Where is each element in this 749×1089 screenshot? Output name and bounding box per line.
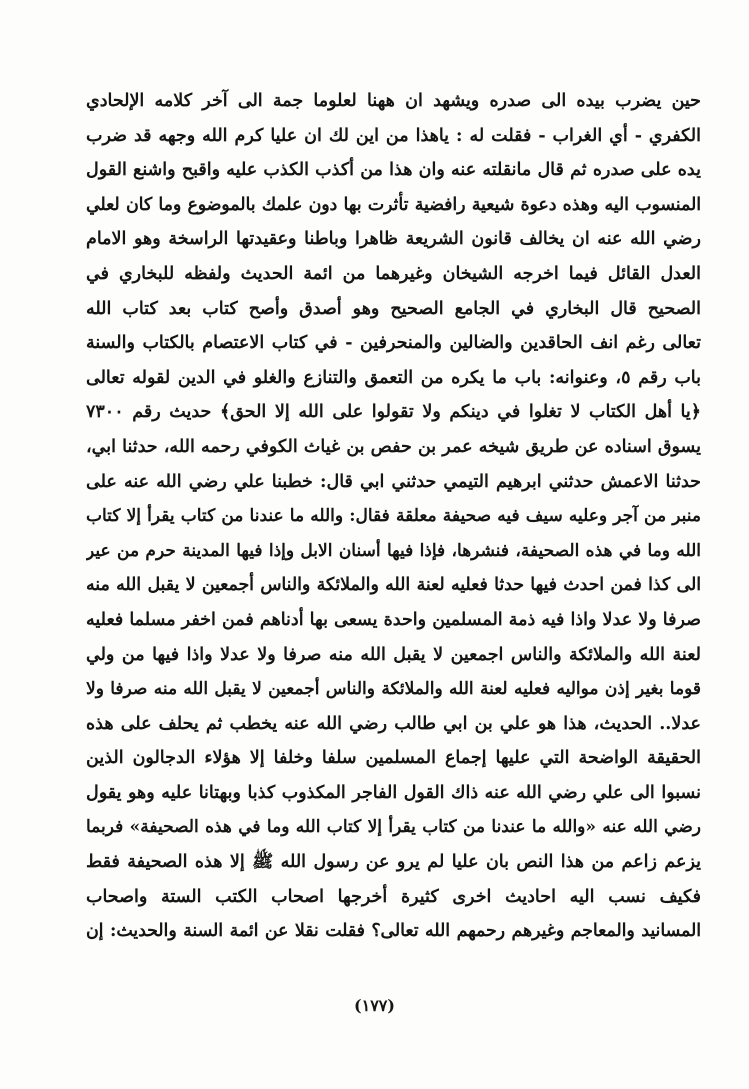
text-line-18: قوما بغير إذن مواليه فعليه لعنة الله والملائكة والناس أجمعين لا يقبل الله منه صرفا ولا xyxy=(86,679,701,700)
text-line-2: الكفري - أي الغراب - فقلت له : ياهذا من اين لك ان عليا كرم الله وجهه قد ضرب xyxy=(86,125,701,146)
text-line-22: رضي الله عنه «والله ما عندنا من كتاب يقرأ إلا كتاب الله وما في هذه الصحيفة» فربما xyxy=(86,817,701,838)
text-line-12: حدثنا الاعمش حدثني ابرهيم التيمي حدثني ابي قال: خطبنا علي رضي الله عنه على xyxy=(86,471,701,492)
text-line-4: المنسوب اليه وهذه دعوة شيعية رافضية تأثرت بها دون علمك بالموضوع وما كان لعلي xyxy=(86,194,701,215)
text-line-16: صرفا ولا عدلا واذا فيه ذمة المسلمين واحدة يسعى بها أدناهم فمن اخفر مسلما فعليه xyxy=(86,609,701,630)
text-line-17: لعنة الله والملائكة والناس اجمعين لا يقبل الله منه صرفا ولا عدلا واذا فيها من ولي xyxy=(86,644,701,665)
text-line-19: عدلا.. الحديث، هذا هو علي بن ابي طالب رضي الله عنه يخطب ثم يحلف على هذه xyxy=(86,713,701,734)
body-text xyxy=(86,84,701,949)
text-line-8: تعالى رغم انف الحاقدين والضالين والمنحرفين - في كتاب الاعتصام بالكتاب والسنة xyxy=(86,333,701,354)
page-number: (١٧٧) xyxy=(354,996,395,1015)
text-line-3: يده على صدره ثم قال مانقلته عنه وان هذا من أكذب الكذب عليه واقبح واشنع القول xyxy=(86,160,701,181)
text-line-15: الى كذا فمن احدث فيها حدثا فعليه لعنة الله والملائكة والناس أجمعين لا يقبل الله منه xyxy=(86,575,701,596)
text-line-14: الله وما في هذه الصحيفة، فنشرها، فإذا فيها أسنان الابل وإذا فيها المدينة حرم من عير xyxy=(86,540,701,561)
text-line-23: يزعم زاعم من هذا النص بان عليا لم يرو عن رسول الله ﷺ إلا هذه الصحيفة فقط xyxy=(86,852,701,873)
text-line-25: المسانيد والمعاجم وغيرهم رحمهم الله تعالى؟ فقلت نقلا عن ائمة السنة والحديث: إن xyxy=(86,921,701,942)
text-line-24: فكيف نسب اليه احاديث اخرى كثيرة أخرجها اصحاب الكتب الستة واصحاب xyxy=(86,886,701,907)
text-line-9: باب رقم ٥، وعنوانه: باب ما يكره من التعمق والتنازع والغلو في الدين لقوله تعالى xyxy=(86,367,701,388)
text-line-13: منبر من آجر وعليه سيف فيه صحيفة معلقة فقال: والله ما عندنا من كتاب يقرأ إلا كتاب xyxy=(86,506,701,527)
text-line-11: يسوق اسناده عن طريق شيخه عمر بن حفص بن غياث الكوفي رحمه الله، حدثنا ابي، xyxy=(86,436,701,457)
text-line-10: ﴿يا أهل الكتاب لا تغلوا في دينكم ولا تقولوا على الله إلا الحق﴾ حديث رقم ٧٣٠٠ xyxy=(86,402,701,423)
text-line-20: الحقيقة الواضحة التي عليها إجماع المسلمين سلفا وخلفا إلا هؤلاء الدجالون الذين xyxy=(86,748,701,769)
text-line-1: حين يضرب بيده الى صدره ويشهد ان ههنا لعلوما جمة الى آخر كلامه الإلحادي xyxy=(86,91,701,111)
text-line-21: نسبوا الى علي رضي الله عنه ذاك القول الفاجر المكذوب كذبا وبهتانا عليه وهو يقول xyxy=(86,782,701,803)
text-line-7: الصحيح قال البخاري في الجامع الصحيح وهو أصدق وأصح كتاب بعد كتاب الله xyxy=(86,298,701,319)
text-line-6: العدل القائل فيما اخرجه الشيخان وغيرهما من ائمة الحديث ولفظه للبخاري في xyxy=(86,263,701,284)
text-line-5: رضي الله عنه ان يخالف قانون الشريعة ظاهرا وباطنا وعقيدتها الراسخة وهو الامام xyxy=(86,229,701,250)
